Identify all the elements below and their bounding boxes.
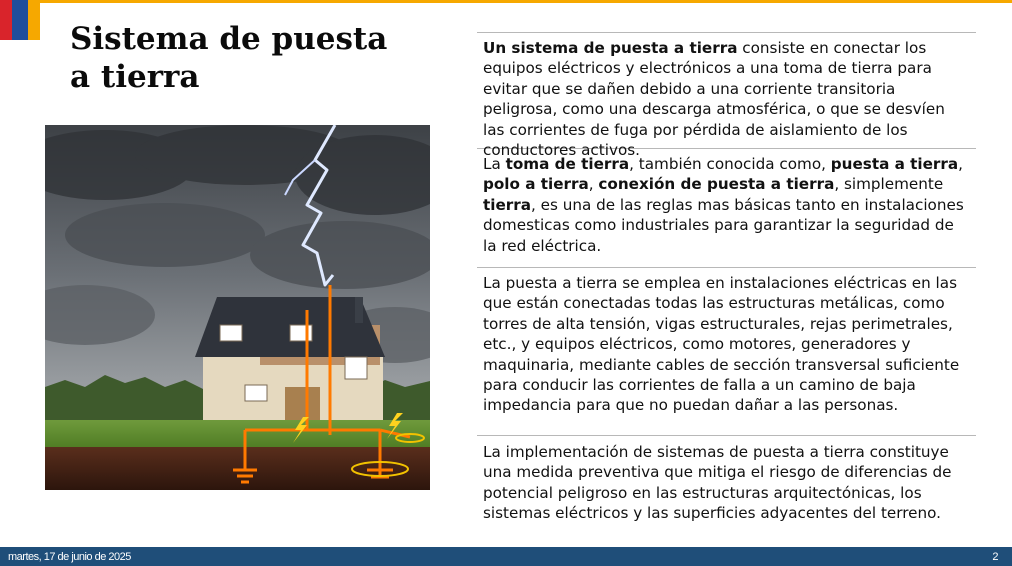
footer-bar — [0, 547, 1012, 566]
text-column — [477, 32, 976, 528]
text-run: , — [958, 155, 963, 173]
title-line-2: a tierra — [70, 59, 200, 95]
paragraph-applications: La puesta a tierra se emplea en instalaciones eléctricas en las que están conectadas todas las estructuras metálicas, como torres de alta tensión, vigas estructurales, rejas perimetrales, etc., y equipos eléctricos, como motores, generadores y maquinaria, mediante cables de sección transversal suficiente para conducir las corrientes de falla a un camino de baja impedancia para que no puedan dañar a las personas. — [477, 267, 976, 435]
lawn — [45, 420, 430, 450]
grounding-illustration — [45, 125, 430, 490]
footer-date: martes, 17 de junio de 2025 — [8, 551, 131, 563]
text-run: , es una de las reglas mas básicas tanto en instalaciones domesticas como industriales para garantizar la seguridad de la red eléctrica. — [483, 195, 964, 255]
paragraph-synonyms — [477, 148, 976, 267]
term-sistema: Un sistema de puesta a tierra — [483, 39, 738, 57]
term-toma-de-tierra: toma de tierra — [505, 155, 630, 173]
text-run: , — [588, 175, 599, 194]
term-tierra: tierra — [483, 195, 531, 214]
house — [195, 297, 385, 423]
title-line-1: Sistema de puesta — [70, 21, 388, 57]
top-accent-line — [0, 0, 1012, 3]
text-run: , también conocida como, — [629, 155, 831, 173]
paragraph-implementation: La implementación de sistemas de puesta a tierra constituye una medida preventiva que mitiga el riesgo de diferencias de potencial peligroso en las estructuras arquitectónicas, los sistemas eléctricos y las superficies adyacentes del terreno. — [483, 443, 952, 523]
term-conexion: conexión de puesta a tierra — [598, 175, 835, 194]
paragraph-definition — [477, 32, 976, 160]
slide-title — [70, 20, 450, 96]
corner-stripe-blue — [12, 0, 28, 40]
page-number: 2 — [992, 551, 998, 563]
text-run: La — [483, 155, 506, 173]
text-run: , simplemente — [834, 175, 944, 194]
corner-stripe-red — [0, 0, 12, 40]
corner-stripe-yellow — [28, 0, 40, 40]
term-polo-a-tierra: polo a tierra — [483, 175, 589, 194]
term-puesta-a-tierra: puesta a tierra — [830, 155, 959, 173]
definition-text: consiste en conectar los equipos eléctricos y electrónicos a una toma de tierra para evitar que se dañen debido a una corriente transitoria peligrosa, como una descarga atmosférica, o que se desvíen las corrientes de fuga por pérdida de aislamiento de los conductores activos. — [483, 39, 945, 160]
